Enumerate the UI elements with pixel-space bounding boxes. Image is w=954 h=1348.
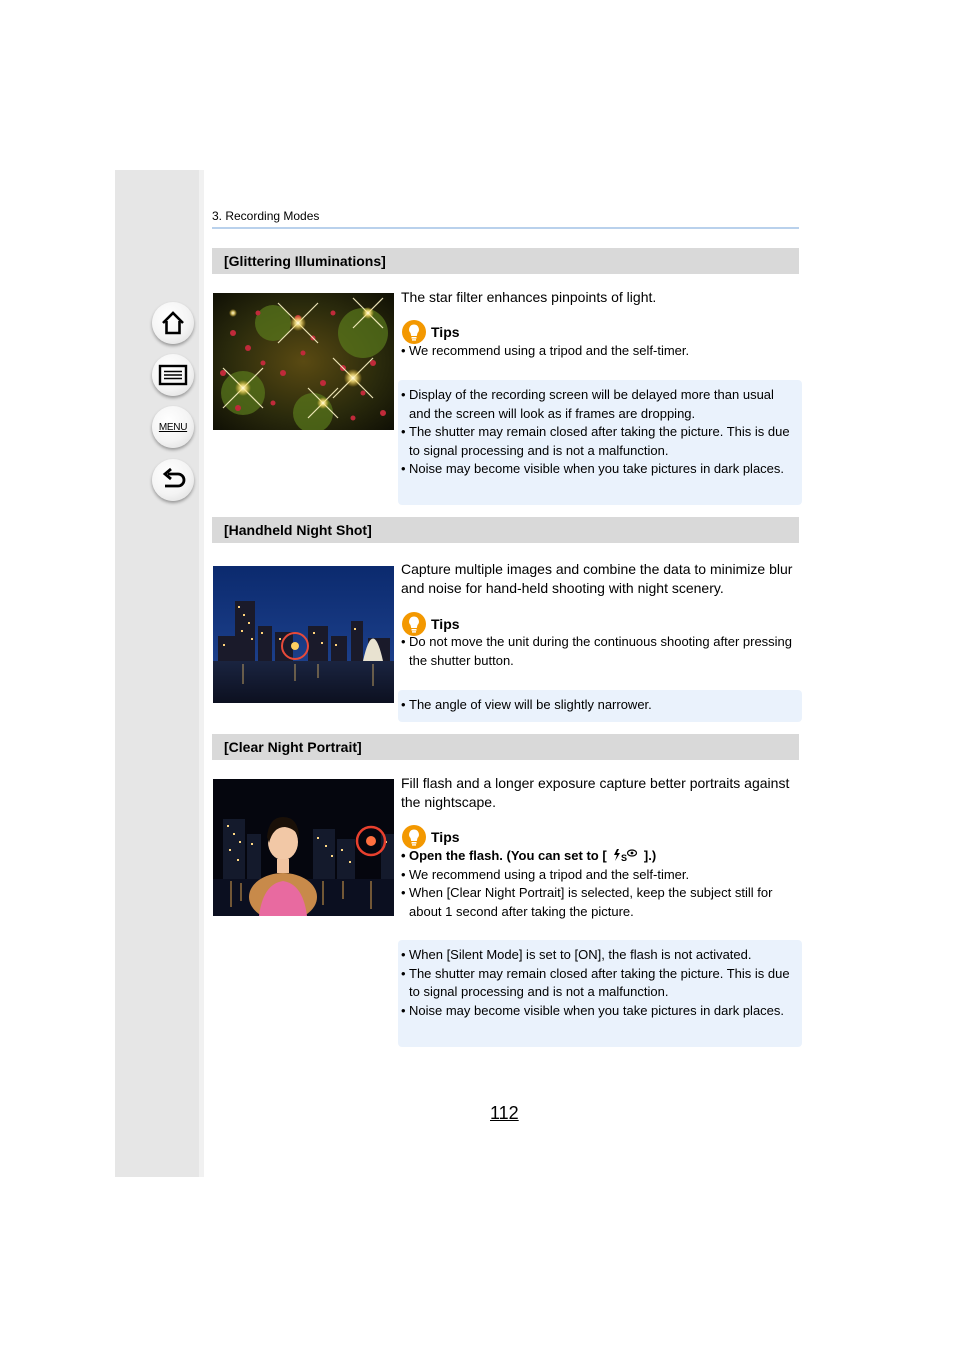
section-description: Capture multiple images and combine the data to minimize blur and noise for hand-held shooting with night scenery. — [401, 561, 793, 596]
list-icon — [158, 363, 188, 387]
list-item: • When [Silent Mode] is set to [ON], the flash is not activated. — [401, 947, 752, 962]
list-item: • Noise may become visible when you take pictures in dark places. — [401, 461, 785, 476]
list-item: • Noise may become visible when you take pictures in dark places. — [401, 1002, 785, 1018]
home-icon — [159, 309, 187, 337]
back-button[interactable] — [152, 459, 194, 501]
list-item: • When [Clear Night Portrait] is selected, keep the subject still for about 1 second after taking the picture. — [401, 885, 773, 919]
menu-button[interactable] — [152, 406, 194, 448]
tips-heading — [402, 320, 460, 344]
section-header-glittering-illuminations: [Glittering Illuminations] — [212, 248, 799, 274]
sidebar-edge — [199, 170, 204, 1177]
tips-label: Tips — [431, 324, 460, 340]
list-item: • The shutter may remain closed after taking the picture. This is due to signal processing and is not a malfunction. — [401, 965, 790, 999]
table-of-contents-button[interactable] — [152, 354, 194, 396]
header-rule — [212, 227, 799, 229]
tips-heading — [402, 825, 460, 849]
glittering-illuminations-photo — [213, 293, 394, 430]
tips-lightbulb-icon — [402, 825, 426, 849]
flash-slow-sync-red-eye-icon — [612, 848, 638, 862]
handheld-night-shot-photo — [213, 566, 394, 703]
svg-text:S: S — [621, 853, 628, 862]
home-button[interactable] — [152, 302, 194, 344]
list-item: • Open the flash. (You can set to [ S ].) — [401, 848, 657, 863]
breadcrumb: 3. Recording Modes — [212, 209, 320, 223]
tips-list — [401, 847, 799, 921]
tips-label: Tips — [431, 829, 460, 845]
list-item: • We recommend using a tripod and the self-timer. — [401, 343, 690, 358]
section-description: The star filter enhances pinpoints of light. — [401, 289, 657, 305]
tips-lightbulb-icon — [402, 320, 426, 344]
list-item: • The angle of view will be slightly narrower. — [401, 697, 652, 712]
note-box — [398, 940, 802, 1047]
tips-list — [401, 342, 799, 361]
note-box — [398, 380, 802, 505]
page-number[interactable]: 112 — [490, 1103, 519, 1123]
back-arrow-icon — [159, 466, 187, 494]
list-item: • We recommend using a tripod and the self-timer. — [401, 866, 690, 882]
note-box — [398, 690, 802, 722]
tips-list — [401, 633, 799, 670]
list-item: • The shutter may remain closed after taking the picture. This is due to signal processing and is not a malfunction. — [401, 424, 790, 458]
list-item: • Do not move the unit during the continuous shooting after pressing the shutter button. — [401, 634, 793, 668]
menu-label: MENU — [158, 421, 188, 433]
list-item: • Display of the recording screen will be delayed more than usual and the screen will look as if frames are dropping. — [401, 387, 774, 421]
section-header-clear-night-portrait: [Clear Night Portrait] — [212, 734, 799, 760]
tips-label: Tips — [431, 616, 460, 632]
section-description: Fill flash and a longer exposure capture better portraits against the nightscape. — [401, 775, 790, 810]
section-header-handheld-night-shot: [Handheld Night Shot] — [212, 517, 799, 543]
clear-night-portrait-photo — [213, 779, 394, 916]
